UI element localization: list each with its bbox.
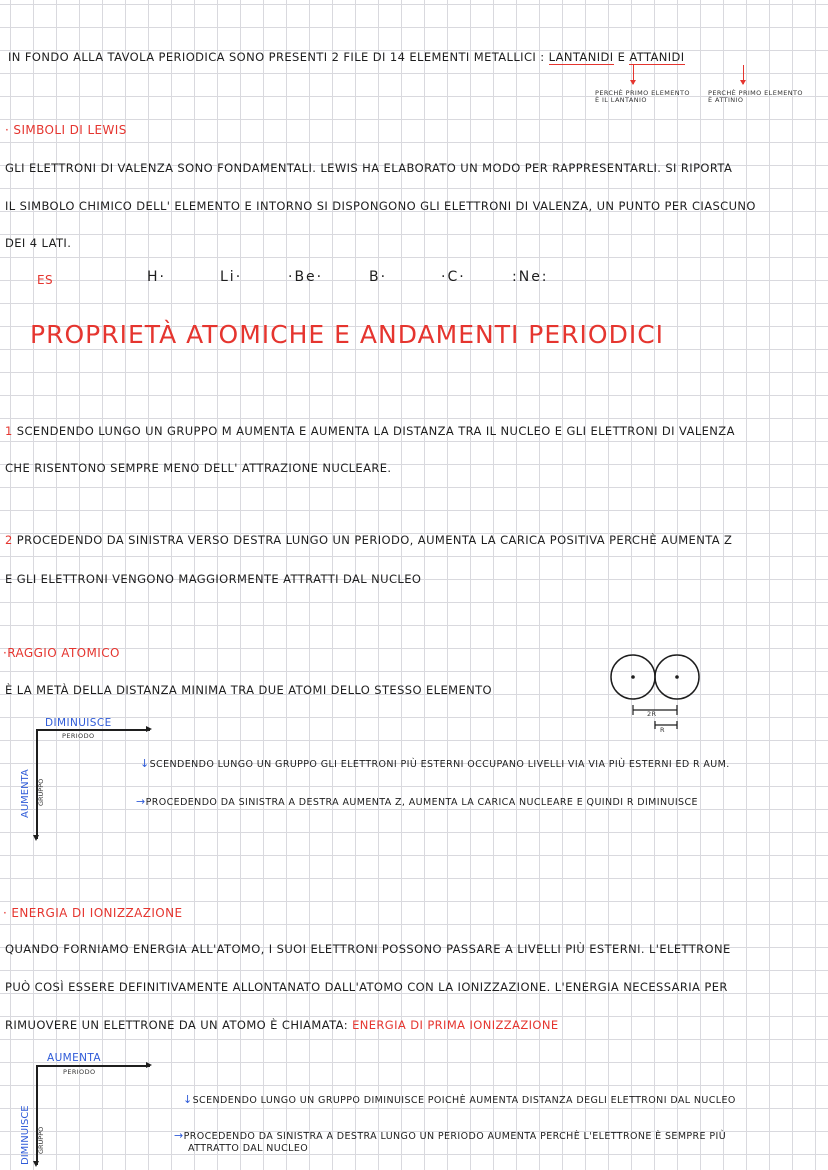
- ion-bullet-right-line-2: ATTRATTO DAL NUCLEO: [188, 1143, 309, 1154]
- lewis-heading: · SIMBOLI DI LEWIS: [5, 123, 127, 137]
- lewis-es-label: ES: [37, 273, 53, 287]
- raggio-axis-top-label: DIMINUISCE: [45, 717, 112, 729]
- arrow-down-icon: ↓: [140, 757, 150, 770]
- ion-axis-left-label: DIMINUISCE: [20, 1105, 31, 1165]
- arrow-down-attanidi: [743, 65, 744, 84]
- arrow-down-lantanidi: [633, 65, 634, 84]
- note-lantanidi-line-1: PERCHÈ PRIMO ELEMENTO: [595, 89, 690, 97]
- lewis-example-ne: :Ne:: [512, 269, 549, 285]
- lewis-example-c: ·C·: [441, 269, 466, 285]
- lewis-example-li: Li·: [220, 269, 243, 285]
- raggio-bullet-down-text: SCENDENDO LUNGO UN GRUPPO GLI ELETTRONI PIÙ ESTERNI OCCUPANO LIVELLI VIA VIA PIÙ ESTERNI ED R AUM.: [149, 759, 730, 770]
- raggio-heading: ·RAGGIO ATOMICO: [3, 646, 120, 660]
- intro-text: [8, 50, 685, 64]
- point-1-number: 1: [5, 424, 13, 438]
- note-attanidi-line-2: È ATTINIO: [708, 96, 744, 104]
- point-2-line-2: E GLI ELETTRONI VENGONO MAGGIORMENTE ATTRATTI DAL NUCLEO: [5, 572, 422, 586]
- ion-axis-horizontal: [36, 1065, 150, 1067]
- lewis-line-1: GLI ELETTRONI DI VALENZA SONO FONDAMENTALI. LEWIS HA ELABORATO UN MODO PER RAPPRESENTARLI. SI RIPORTA: [5, 161, 733, 175]
- arrow-down-icon: ↓: [183, 1093, 193, 1106]
- note-attanidi-line-1: PERCHÈ PRIMO ELEMENTO: [708, 89, 803, 97]
- intro-line: IN FONDO ALLA TAVOLA PERIODICA SONO PRESENTI 2 FILE DI 14 ELEMENTI METALLICI :: [8, 50, 549, 64]
- note-lantanidi: [595, 90, 690, 104]
- raggio-axis-horizontal: [36, 729, 150, 731]
- ion-axis-top-sub: PERIODO: [63, 1068, 96, 1076]
- raggio-axis-left-sub: GRUPPO: [37, 778, 45, 806]
- ion-highlight-term: ENERGIA DI PRIMA IONIZZAZIONE: [352, 1018, 559, 1032]
- label-2r: 2R: [647, 710, 657, 718]
- ion-bullet-down-text: SCENDENDO LUNGO UN GRUPPO DIMINUISCE POICHÈ AUMENTA DISTANZA DEGLI ELETTRONI DAL NUCLEO: [192, 1095, 736, 1106]
- intro-joiner: E: [617, 50, 626, 64]
- label-r: R: [660, 726, 665, 734]
- atom-radius-diagram: [605, 650, 715, 735]
- raggio-axis-left-label: AUMENTA: [20, 769, 31, 818]
- ion-bullet-right: [174, 1130, 726, 1155]
- ion-line-3: [5, 1018, 559, 1032]
- ion-line-3-text: RIMUOVERE UN ELETTRONE DA UN ATOMO È CHIAMATA:: [5, 1018, 353, 1032]
- point-1-text-1: SCENDENDO LUNGO UN GRUPPO M AUMENTA E AUMENTA LA DISTANZA TRA IL NUCLEO E GLI ELETTRONI DI VALENZA: [16, 424, 735, 438]
- ion-line-1: QUANDO FORNIAMO ENERGIA ALL'ATOMO, I SUOI ELETTRONI POSSONO PASSARE A LIVELLI PIÙ ESTERNI. L'ELETTRONE: [5, 942, 731, 956]
- raggio-bullet-down: [140, 757, 730, 770]
- ionizzazione-heading: · ENERGIA DI IONIZZAZIONE: [3, 906, 183, 920]
- point-2-text-1: PROCEDENDO DA SINISTRA VERSO DESTRA LUNGO UN PERIODO, AUMENTA LA CARICA POSITIVA PERCHÈ AUMENTA Z: [16, 533, 733, 547]
- arrow-right-icon: →: [136, 795, 146, 808]
- arrow-right-icon: →: [174, 1129, 184, 1142]
- lewis-example-be: ·Be·: [288, 269, 324, 285]
- page-title: PROPRIETÀ ATOMICHE E ANDAMENTI PERIODICI: [30, 320, 665, 349]
- ion-bullet-right-line-1: PROCEDENDO DA SINISTRA A DESTRA LUNGO UN PERIODO AUMENTA PERCHÈ L'ELETTRONE È SEMPRE PIÙ: [183, 1131, 727, 1142]
- ion-axis-top-label: AUMENTA: [47, 1052, 101, 1064]
- lewis-example-b: B·: [369, 269, 388, 285]
- nucleus-dot-left: [631, 675, 635, 679]
- point-2-line-1: [5, 533, 732, 547]
- point-1-line-1: [5, 424, 735, 438]
- nucleus-dot-right: [675, 675, 679, 679]
- raggio-axis-top-sub: PERIODO: [62, 732, 95, 740]
- lewis-line-2: IL SIMBOLO CHIMICO DELL' ELEMENTO E INTORNO SI DISPONGONO GLI ELETTRONI DI VALENZA, UN PUNTO PER CIASCUNO: [5, 199, 756, 213]
- raggio-definition: È LA METÀ DELLA DISTANZA MINIMA TRA DUE ATOMI DELLO STESSO ELEMENTO: [5, 683, 493, 697]
- term-lantanidi: LANTANIDI: [548, 50, 614, 64]
- ion-bullet-down: [183, 1093, 736, 1106]
- raggio-bullet-right: [136, 795, 698, 808]
- raggio-bullet-right-text: PROCEDENDO DA SINISTRA A DESTRA AUMENTA Z, AUMENTA LA CARICA NUCLEARE E QUINDI R DIMINUISCE: [145, 797, 698, 808]
- point-1-line-2: CHE RISENTONO SEMPRE MENO DELL' ATTRAZIONE NUCLEARE.: [5, 461, 392, 475]
- ion-axis-left-sub: GRUPPO: [37, 1126, 45, 1154]
- note-attanidi: [708, 90, 803, 104]
- lewis-line-3: DEI 4 LATI.: [5, 236, 72, 250]
- lewis-example-h: H·: [147, 269, 166, 285]
- term-attanidi: ATTANIDI: [629, 50, 685, 64]
- ion-line-2: PUÒ COSÌ ESSERE DEFINITIVAMENTE ALLONTANATO DALL'ATOMO CON LA IONIZZAZIONE. L'ENERGIA NECESSARIA PER: [5, 980, 728, 994]
- note-lantanidi-line-2: È IL LANTANIO: [595, 96, 647, 104]
- point-2-number: 2: [5, 533, 13, 547]
